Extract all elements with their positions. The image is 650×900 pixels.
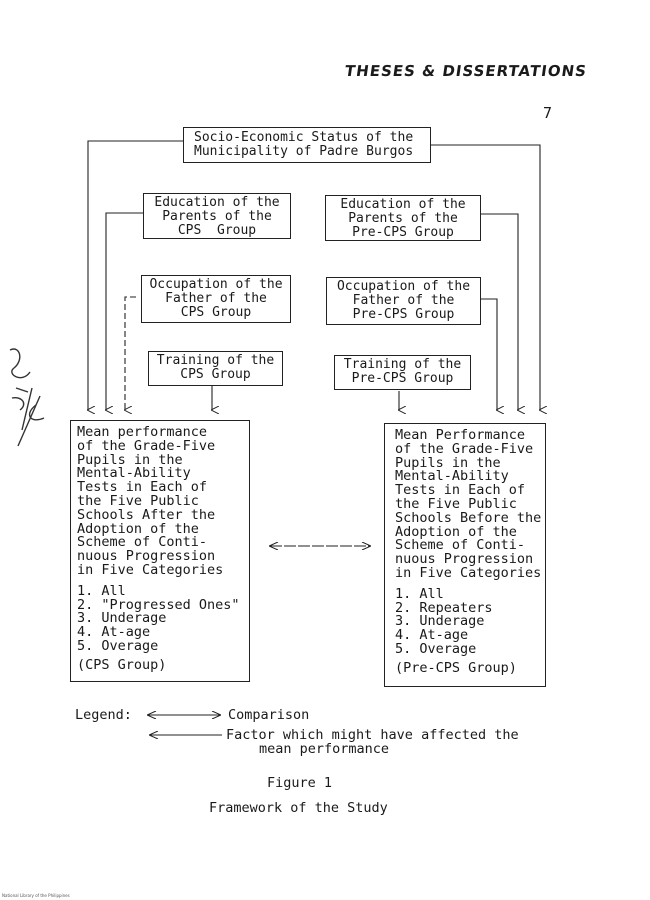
- category-item: 1. All: [395, 585, 444, 602]
- box-line: Father of the: [165, 291, 267, 306]
- page-number: 7: [543, 104, 553, 122]
- mean-cps-line: Scheme of Conti-: [77, 534, 208, 551]
- occ-cps-line: [125, 297, 136, 410]
- mean-pre-line: Mean Performance: [395, 427, 526, 443]
- socio-economic-status-box: [183, 127, 431, 163]
- ses-line: Socio-Economic Status of the: [194, 130, 414, 145]
- mean-cps-line: of the Grade-Five: [77, 437, 216, 454]
- category-item: 5. Overage: [395, 640, 477, 657]
- box-line: CPS Group: [180, 305, 252, 320]
- mean-pre-line: Tests in Each of: [395, 482, 526, 499]
- category-item: 3. Underage: [77, 610, 167, 627]
- category-item: 1. All: [77, 582, 126, 599]
- mean-cps-line: Tests in Each of: [77, 479, 208, 496]
- legend-comparison-text: Comparison: [228, 707, 310, 723]
- mean-cps-line: Mean performance: [77, 424, 208, 440]
- legend-factor-text-2: mean performance: [259, 741, 390, 757]
- box-line: Training of the: [156, 353, 275, 368]
- mean-cps-line: Pupils in the: [77, 451, 183, 468]
- mean-cps-line: Schools After the: [77, 506, 216, 523]
- footer-text: National Library of the Philippines: [2, 893, 70, 898]
- category-item: 2. Repeaters: [395, 599, 493, 616]
- category-item: 2. "Progressed Ones": [77, 596, 240, 613]
- mean-pre-line: Adoption of the: [395, 523, 517, 540]
- mean-cps-line: in Five Categories: [77, 561, 224, 578]
- box-line: Education of the: [154, 195, 280, 210]
- mean-pre-line: Pupils in the: [395, 454, 501, 471]
- legend-factor-text: Factor which might have affected the: [226, 727, 519, 743]
- category-item: 4. At-age: [77, 624, 151, 641]
- box-line: Parents of the: [162, 209, 272, 224]
- box-line: Pre-CPS Group: [352, 225, 454, 240]
- mean-pre-line: of the Grade-Five: [395, 440, 534, 457]
- mean-cps-line: nuous Progression: [77, 548, 216, 565]
- theses-stamp: THESES & DISSERTATIONS: [343, 62, 589, 80]
- box-line: CPS Group: [177, 223, 257, 238]
- margin-handwriting: [10, 349, 44, 446]
- figure-title: Framework of the Study: [209, 800, 388, 816]
- occ-pre-line: [481, 299, 497, 410]
- box-line: Education of the: [340, 197, 466, 212]
- education-pre-cps-box: [325, 195, 481, 241]
- mean-pre-line: nuous Progression: [395, 551, 534, 568]
- training-pre-cps-box: [334, 355, 471, 390]
- mean-cps-line: the Five Public: [77, 492, 199, 509]
- category-item: 3. Underage: [395, 613, 485, 630]
- occupation-cps-box: [141, 275, 291, 323]
- mean-pre-line: in Five Categories: [395, 564, 542, 581]
- mean-pre-line: the Five Public: [395, 495, 517, 512]
- mean-cps-line: Mental-Ability: [77, 465, 191, 482]
- box-line: Father of the: [352, 293, 455, 308]
- occupation-pre-cps-box: [326, 277, 481, 325]
- education-cps-box: [143, 193, 291, 239]
- box-line: Pre-CPS Group: [352, 307, 455, 322]
- category-item: 5. Overage: [77, 637, 159, 654]
- figure-number: Figure 1: [267, 775, 333, 791]
- mean-performance-cps-box: [70, 420, 250, 682]
- group-label: (Pre-CPS Group): [395, 659, 517, 676]
- mean-pre-line: Scheme of Conti-: [395, 537, 526, 554]
- mean-pre-line: Mental-Ability: [395, 468, 509, 485]
- mean-performance-pre-cps-box: [384, 423, 546, 687]
- box-line: CPS Group: [180, 367, 251, 382]
- mean-pre-line: Schools Before the: [395, 509, 542, 526]
- box-line: Training of the: [343, 357, 462, 372]
- category-item: 4. At-age: [395, 627, 469, 644]
- mean-cps-line: Adoption of the: [77, 520, 199, 537]
- training-cps-box: [148, 351, 283, 386]
- edu-pre-line: [481, 214, 518, 410]
- ses-line: Municipality of Padre Burgos: [194, 144, 414, 159]
- box-line: Occupation of the: [336, 279, 471, 294]
- box-line: Occupation of the: [149, 277, 283, 292]
- legend-label: Legend:: [75, 707, 132, 723]
- box-line: Pre-CPS Group: [351, 371, 454, 386]
- box-line: Parents of the: [348, 211, 458, 226]
- group-label: (CPS Group): [77, 656, 167, 673]
